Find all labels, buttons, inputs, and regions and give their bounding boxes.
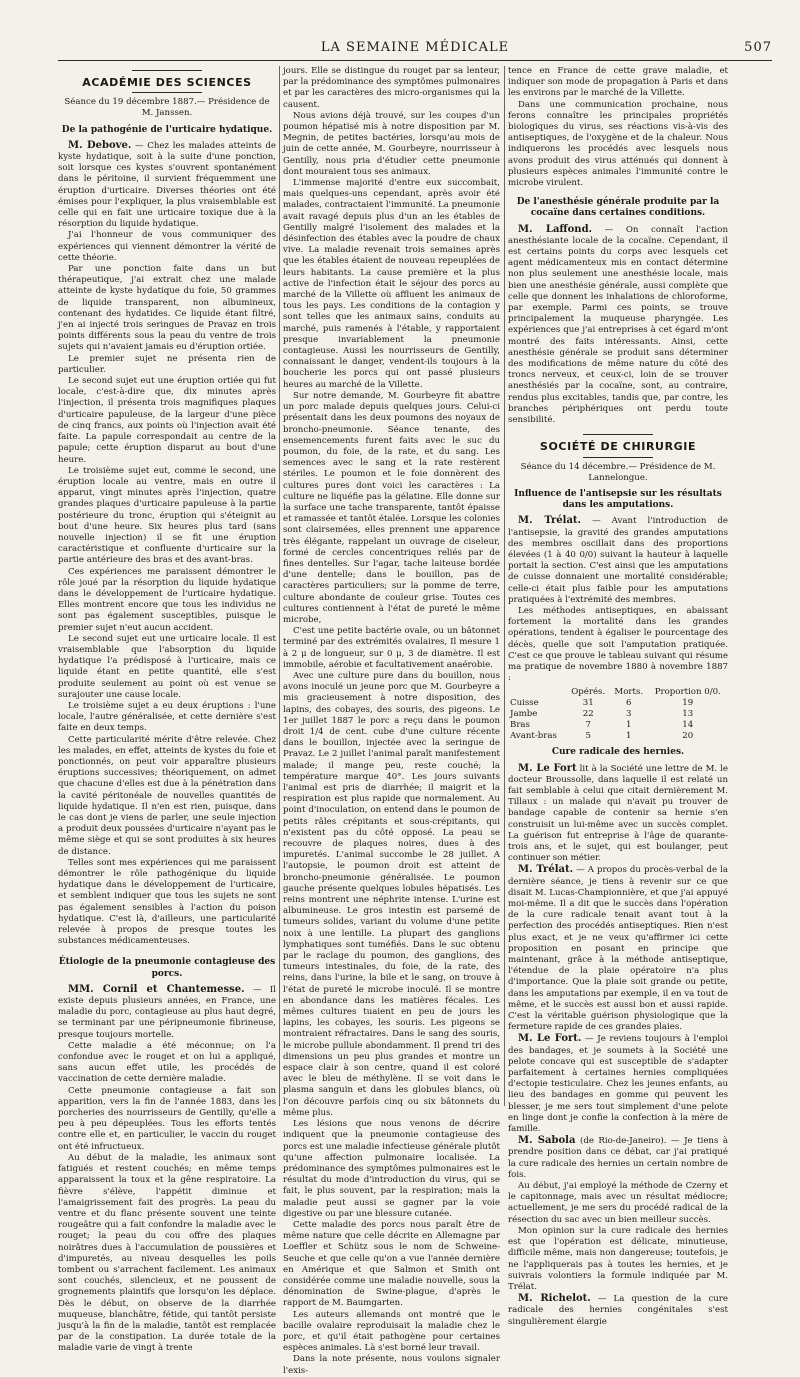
paragraph-text: — Il existe depuis plusieurs années, en France, une maladie du porc, contagieuse au plus haut degré, se terminant par une péripneumonie fibrineuse, presque toujours mortelle. [58,984,276,1040]
column-divider-1 [279,66,280,1106]
hernia-paragraph [508,1135,728,1181]
hernia-paragraph [508,1033,728,1135]
table-cell: 1 [626,731,632,742]
column-divider-2 [504,66,505,1106]
table-header: Morts. [614,687,644,698]
running-header [58,40,772,58]
pneumonia-continued-paragraph: Sur notre demande, M. Gourbeyre fit abattre un porc malade depuis quelques jours. Celui-ci présentait dans les deux poumons des noyaux de broncho-pneumonie. Séance tenante, des ensemencements furent faits avec le suc du poumon, du foie, de la rate, et du sang. Les semences avec le sang et la rate restèrent stériles. Le poumon et le foie donnèrent des cultures pures dont voici les caractères : La culture ne liquéfie pas la gélatine. Elle donne sur la surface une tache transparente, tantôt épaisse et ramassée et tantôt étalée. Lorsque les colonies sont clairsemées, elles prennent une apparence très élégante, rappelant un ouvrage de ciseleur, formé de cercles concentriques reliés par de fines dentelles. Sur l'agar, tache laiteuse bordée d'une dentelle; dans le bouillon, pas de caractères particuliers; sur la pomme de terre, culture abondante de couleur grise. Toutes ces cultures contiennent à l'état de pureté le même microbe, [283,390,500,625]
surgery-section-title: SOCIÉTÉ DE CHIRURGIE [539,440,697,454]
column-3 [508,66,729,1327]
pneumonia-article-title: Étiologie de la pneumonie contagieuse des porcs. [58,957,276,979]
table-cell: Avant-bras [510,731,557,742]
paragraph-text: — Je reviens toujours à l'emploi des bandages, et je soumets à la Société une pelote concave qui est susceptible de s'adapter parfaitement à certaines hernies compliquées d'ectopie testiculaire. Chez les jeunes enfants, au lieu des bandages en gomme qui peuvent les blesser, je me sers tout simplement d'une pelote en linge dont je confie la confection à la mère de famille. [508,1034,729,1135]
column-1 [58,66,276,1354]
speaker-name: M. Le Fort [518,762,577,774]
table-cell: Cuisse [510,698,539,709]
speaker-name: M. Debove. [68,139,132,151]
pneumonia-paragraph [58,984,276,1041]
table-header-row [508,687,728,698]
hernia-paragraph [508,763,728,865]
paragraph-text: — La question de la cure radicale des hernies congénitales s'est singulièrement élargie [508,1294,728,1327]
paragraph-text: (de Rio-de-Janeiro). — Je tiens à prendre position dans ce débat, car j'ai pratiqué la cure radicale des hernies un certain nombre de fois. [508,1136,729,1180]
hydatid-paragraph [58,140,276,231]
section-rule [132,92,202,93]
pneumonia-continued-paragraph: C'est une petite bactérie ovale, ou un bâtonnet terminé par des extrémités ovalaires, Il mesure 1 à 2 μ de longueur, sur 0 μ, 3 de diamètre. Il est immobile, aérobie et facultativement anaérobie. [283,626,500,670]
pneumonia-continued-paragraph: Cette maladie des porcs nous paraît être de même nature que celle décrite en Allemagne par Loeffler et Schütz sous le nom de Schweine-Seuche et que celle qu'on a vue l'année dernière en Amérique et que Salmon et Smith ont considérée comme une maladie nouvelle, sous la dénomination de Swine-plague, d'après le rapport de M. Baumgarten. [283,1219,500,1309]
pneumonia-paragraph: Cette pneumonie contagieuse a fait son apparition, vers la fin de l'année 1883, dans les porcheries des nourrisseurs de Gentilly, qu'elle a peu à peu dépeuplées. Tous les efforts tentés contre elle et, en particulier, le vaccin du rouget ont été infructueux. [58,1085,276,1152]
table-cell: 3 [626,709,632,720]
antisepsis-paragraph: Les méthodes antiseptiques, en abaissant fortement la mortalité dans les grandes opérations, tendent à égaliser le pourcentage des décès, quelle que soit l'amputation pratiquée. C'est ce que prouve le tableau suivant qui résume ma pratique de novembre 1880 à novembre 1887 : [508,605,728,684]
hydatid-paragraph: J'ai l'honneur de vous communiquer des expériences qui viennent démontrer la vérité de cette théorie. [58,230,276,263]
section-rule [583,457,653,458]
paragraph-text: lit à la Société une lettre de M. le docteur Broussolle, dans laquelle il est relaté un fait semblable à celui que citait dernièrement M. Tillaux : un malade qui n'avait pu trouver de bandage capable de contenir sa hernie s'en construisit un lui-même avec un succès complet. La guérison fut entreprise à l'âge de quarante-trois ans, et le sujet, qui est boulanger, peut continuer son métier. [508,763,728,864]
hydatid-paragraph: Le premier sujet ne présenta rien de particulier. [58,353,276,375]
speaker-name: M. Sabola [518,1135,576,1147]
speaker-name: M. Richelot. [518,1293,591,1305]
hernia-article-title: Cure radicale des hernies. [551,747,685,758]
table-cell: 13 [682,709,694,720]
table-cell: 31 [582,698,594,709]
table-row [508,720,728,731]
amputation-table [508,687,728,742]
page-number: 507 [744,40,772,55]
speaker-name: M. Laffond. [518,223,593,235]
speaker-name: M. Trélat. [518,864,574,876]
pneumonia-continued-paragraph: L'immense majorité d'entre eux succombait, mais quelques-uns cependant, après avoir été malades, contractaient l'immunité. La pneumonie avait ravagé depuis plus d'un an les étables de Gentilly malgré l'isolement des malades et la désinfection des étables avec la poudre de chaux vive. La maladie revenait trois semaines après que les étables étaient de nouveau repeuplées de leurs habitants. La cause première et la plus active de l'infection était le séjour des porcs au marché de la Villette où affluent les animaux de tous les pays. Les conditions de la contagion y sont telles que les animaux sains, conduits au marché, puis ramenés à l'étable, y rapportaient presque invariablement la pneumonie contagieuse. Aussi les nourrisseurs de Gentilly, connaissant le danger, vendent-ils toujours à la boucherie les porcs qui ont passé plusieurs heures au marché de la Villette. [283,178,500,390]
hernia-paragraph [508,864,728,1033]
pneumonia-continued-paragraph: jours. Elle se distingue du rouget par sa lenteur, par la prédominance des symptômes pulmonaires et par les caractères des micro-organismes qui la causent. [283,66,500,110]
pneumonia-ending-paragraph: tence en France de cette grave maladie, et indiquer son mode de propagation à Paris et dans les environs par le marché de la Villette. [508,66,728,99]
hydatid-paragraph: Cette particularité mérite d'être relevée. Chez les malades, en effet, atteints de kystes du foie et ponctionnés, on peut voir apparaître plusieurs éruptions successives; théoriquement, on admet que chacune d'elles est due à la pénétration dans la cavité péritonéale de nouvelles quantités de liquide hydatique. Il n'en est rien, puisque, dans le cas dont je viens de parler, une seule injection a produit deux poussées d'urticaire n'ayant pas le même siège et qui se sont produites à six heures de distance. [58,734,276,857]
column-2 [283,66,500,1376]
speaker-name: M. Trélat. [518,515,582,527]
table-cell: 20 [682,731,694,742]
hydatid-paragraph: Par une ponction faite dans un but thérapeutique, j'ai extrait chez une malade atteinte de kyste hydatique du foie, 50 grammes de liquide transparent, non albumineux, contenant des hydatides. Ce liquide étant filtré, j'en ai injecté trois seringues de Pravaz en trois points différents sous la peau du ventre de trois sujets qui n'avaient jamais eu d'éruption ortiée. [58,264,276,353]
hydatid-paragraph: Le troisième sujet a eu deux éruptions : l'une locale, l'autre généralisée, et cette dernière s'est faite en deux temps. [58,700,276,734]
hernia-paragraph: Mon opinion sur la cure radicale des hernies est que l'opération est délicate, minutieuse, difficile même, mais non dangereuse; toutefois, je ne l'appliquerais pas à toutes les hernies, et je suivrais volontiers la formule indiquée par M. Trélat. [508,1225,728,1292]
antisepsis-article-title: Influence de l'antisepsie sur les résultats dans les amputations. [514,488,722,511]
pneumonia-continued-paragraph: Dans la note présente, nous voulons signaler l'exis- [283,1354,500,1376]
pneumonia-continued-paragraph: Nous avions déjà trouvé, sur les coupes d'un poumon hépatisé mis à notre disposition par M. Megnin, de petites bactéries, lorsqu'au mois de juin de cette année, M. Gourbeyre, nourrisseur à Gentilly, nous pria d'étudier cette pneumonie dont mouraient tous ses animaux. [283,110,500,177]
table-row [508,731,728,742]
table-cell: 14 [682,720,694,731]
hydatid-article-title: De la pathogénie de l'urticaire hydatique. [61,124,273,135]
cocaine-paragraph [508,224,728,427]
hydatid-paragraph: Le troisième sujet eut, comme le second, une éruption locale au ventre, mais en outre il apparut, vingt minutes après l'injection, quatre grandes plaques d'urticaire papuleuse à la partie postérieure du tronc, éruption qui s'éteignit au bout d'une heure. Six heures plus tard (sans nouvelle injection) il se fit une éruption caractéristique et confluente d'urticaire sur la partie antérieure des bras et des avant-bras. [58,465,276,566]
hernia-paragraph: Au début, j'ai employé la méthode de Czerny et le capitonnage, mais avec un résultat médiocre; actuellement, je me sers du procédé radical de la résection du sac avec un bien meilleur succès. [508,1181,728,1225]
speaker-name: MM. Cornil et Chantemesse. [68,983,245,995]
antisepsis-paragraph [508,515,728,606]
paragraph-text: — On connaît l'action anesthésiante locale de la cocaïne. Cependant, il est certains points du corps avec lesquels cet agent médicamenteux mis en contact détermine non plus seulement une anesthésie locale, mais bien une anesthésie générale, aussi complète que celle que donnent les inhalations de chloroforme, par exemple. Parmi ces points, se trouve principalement la muqueuse pharyngée. Les expériences que j'ai entreprises à cet égard m'ont montré des faits intéressants. Ainsi, cette anesthésie générale se produit sans déterminer des modifications de même nature du côté des troncs nerveux, et ceux-ci, loin de se trouver anesthésiés par la cocaïne, sont, au contraire, rendus plus excitables, tandis que, par contre, les branches périphériques ont perdu toute sensibilité. [508,224,728,426]
hydatid-paragraph: Le second sujet eut une éruption ortiée qui fut locale, c'est-à-dire que, dix minutes après l'injection, il présenta trois magnifiques plaques d'urticaire papuleuse, de la largeur d'une pièce de cinq francs, aux points où l'injection avait été faite. La papule correspondait au centre de la papule; cette éruption disparut au bout d'une heure. [58,376,276,465]
pneumonia-continued-paragraph: Les lésions que nous venons de décrire indiquent que la pneumonie contagieuse des porcs est une maladie infectieuse générale plutôt qu'une affection pulmonaire localisée. La prédominance des symptômes pulmonaires est le résultat du mode d'introduction du virus, qui se fait, le plus souvent, par la respiration; mais la maladie peut aussi se gagner par la voie digestive ou par une blessure cutanée. [283,1119,500,1219]
table-cell: 22 [582,709,594,720]
cocaine-article-title: De l'anesthésie générale produite par la cocaïne dans certaines conditions. [516,197,720,219]
speaker-name: M. Le Fort. [518,1033,582,1045]
table-cell: 7 [585,720,591,731]
academy-session-line: Séance du 19 décembre 1887.— Présidence de M. Janssen. [64,97,270,119]
hydatid-paragraph: Ces expériences me paraissent démontrer le rôle joué par la résorption du liquide hydatique dans le développement de l'urticaire hydatique. Elles montrent encore que tous les individus ne sont pas également susceptibles, puisque le premier sujet n'eut aucun accident. [58,566,276,633]
table-row [508,709,728,720]
table-header: Opérés. [571,687,606,698]
paragraph-text: — A propos du procès-verbal de la dernière séance, je tiens à revenir sur ce que disait M. Lucas-Championnière, et que j'ai appuyé moi-même. Il a dit que le succès dans l'opération de la cure radicale tenait avant tout à la perfection des procédés antiseptiques. Rien n'est plus exact, et je ne veux qu'affirmer ici cette proposition en posant en principe que maintenant, grâce à la méthode antiseptique, l'étendue de la plaie opératoire n'a plus d'importance. Que la plaie soit grande ou petite, dans les amputations par exemple, il en va tout de même, et le succès est aussi bon et aussi rapide. C'est la véritable guérison physiologique que la fermeture rapide de ces grandes plaies. [508,865,728,1033]
academy-section-title: ACADÉMIE DES SCIENCES [82,76,252,89]
pneumonia-continued-paragraph: Les auteurs allemands ont montré que le bacille ovalaire reproduisait la maladie chez le porc, et qu'il était pathogène pour certaines espèces animales. Là s'est borné leur travail. [283,1309,500,1354]
section-rule [132,70,202,71]
table-row [508,698,728,709]
paragraph-text: — Avant l'introduction de l'antisepsie, la gravité des grandes amputations des membres oscillait dans des proportions élevées (1 à 40 0/0) suivant la hauteur à laquelle portait la section. C'est ainsi que les amputations de cuisse donnaient une mortalité considérable; celle-ci était plus faible pour les amputations pratiquées à l'extrémité des membres. [508,516,728,605]
paragraph-text: — Chez les malades atteints de kyste hydatique, soit à la suite d'une ponction, soit lorsque ces kystes s'ouvrent spontanément dans le péritoine, il survient fréquemment une éruption d'urticaire. Diverses théories ont été émises pour l'expliquer, la plus vraisemblable est celle qui en fait une urticaire toxique due à la résorption du liquide hydatique. [58,140,276,230]
table-header: Proportion 0/0. [654,687,721,698]
hydatid-paragraph: Le second sujet eut une urticaire locale. Il est vraisemblable que l'absorption du liquide hydatique l'a prédisposé à l'urticaire, mais ce liquide étant en petite quantité, elle s'est produite seulement au point où est venue se surajouter une cause locale. [58,633,276,700]
table-cell: 19 [682,698,694,709]
table-cell: 5 [585,731,591,742]
table-cell: 1 [626,720,632,731]
hernia-paragraph [508,1293,728,1328]
table-cell: Bras [510,720,530,731]
table-cell: Jambe [510,709,538,720]
journal-title: LA SEMAINE MÉDICALE [320,40,510,55]
pneumonia-paragraph: Cette maladie a été méconnue; on l'a confondue avec le rouget et on lui a appliqué, sans aucun effet utile, les procédés de vaccination de cette dernière maladie. [58,1040,276,1085]
hydatid-paragraph: Telles sont mes expériences qui me paraissent démontrer le rôle pathogénique du liquide hydatique dans le développement de l'urticaire, et semblent indiquer que tous les sujets ne sont pas également sensibles à l'action du poison hydatique. C'est là, d'ailleurs, une particularité relevée à propos de presque toutes les substances médicamenteuses. [58,857,276,947]
surgery-session-line: Séance du 14 décembre.— Présidence de M. Lannelongue. [520,461,716,483]
table-header [508,687,566,698]
pneumonia-paragraph: Au début de la maladie, les animaux sont fatigués et restent couchés; en même temps apparaissent la toux et la gêne respiratoire. La fièvre s'élève, l'appétit diminue et l'amaigrissement fait des progrès. La peau du ventre et du flanc présente souvent une teinte rougeâtre qui a fait confondre la maladie avec le rouget; la peau du cou offre des plaques noirâtres dues à l'accumulation de poussières et d'impuretés, au niveau desquelles les poils tombent ou s'arrachent facilement. Les animaux sont couchés, silencieux, et ne poussent de grognements plaintifs que lorsqu'on les déplace. Dès le début, on observe de la diarrhée muqueuse, blanchâtre, fétide, qui tantôt persiste jusqu'à la fin de la maladie, tantôt est remplacée par de la constipation. La durée totale de la maladie varie de vingt à trente [58,1152,276,1354]
pneumonia-ending-paragraph: Dans une communication prochaine, nous ferons connaître les principales propriétés biologiques du virus, ses réactions vis-à-vis des antiseptiques, de l'oxygène et de la chaleur. Nous indiquerons les procédés avec lesquels nous avons produit des virus atténués qui donnent à plusieurs espèces animales l'immunité contre le microbe virulent. [508,99,728,189]
table-cell: 6 [626,698,632,709]
header-rule [58,60,772,61]
pneumonia-continued-paragraph: Avec une culture pure dans du bouillon, nous avons inoculé un jeune porc que M. Gourbeyre a mis gracieusement à notre disposition, des lapins, des cobayes, des souris, des pigeons. Le 1er juillet 1887 le porc a reçu dans le poumon droit 1/4 de cent. cube d'une culture récente dans le bouillon, injectée avec la seringue de Pravaz. Le 2 juillet l'animal paraît manifestement malade; il mange peu, reste couché; la température marque 40°. Les jours suivants l'animal est pris de diarrhée; il maigrit et la respiration est plus rapide que normalement. Au point d'inoculation, on entend dans le poumon de petits râles crépitants et sous-crépitants, qui n'existent pas du côté opposé. La peau se recouvre de plaques noires, dues à des impuretés. L'animal succombe le 28 juillet. A l'autopsie, le poumon droit est atteint de broncho-pneumonie généralisée. Le poumon gauche présente quelques lobules hépatisés. Les reins montrent une néphrite intense. L'urine est albumineuse. Le gros intestin est parsemé de tumeurs solides, variant du volume d'une petite noix à une lentille. La plupart des ganglions lymphatiques sont tuméfiés. Dans le suc obtenu par le raclage du poumon, des ganglions, des tumeurs intestinales, du foie, de la rate, des reins, dans l'urine, la bile et le sang, on trouve à l'état de pureté le microbe inoculé. Il se montre en abondance dans les matières fécales. Les mêmes cultures tuaient en peu de jours les lapins, les cobayes, les souris. Les pigeons se montraient réfractaires. Dans le sang des souris, le microbe pullule abondamment. Il prend tri des dimensions un peu plus grandes et montre un espace clair à son centre, quand il est coloré avec le bleu de méthylène. Il se voit dans le plasma sanguin et dans les globules blancs, où l'on découvre parfois cinq ou six bâtonnets du même plus. [283,670,500,1118]
section-rule [583,434,653,435]
